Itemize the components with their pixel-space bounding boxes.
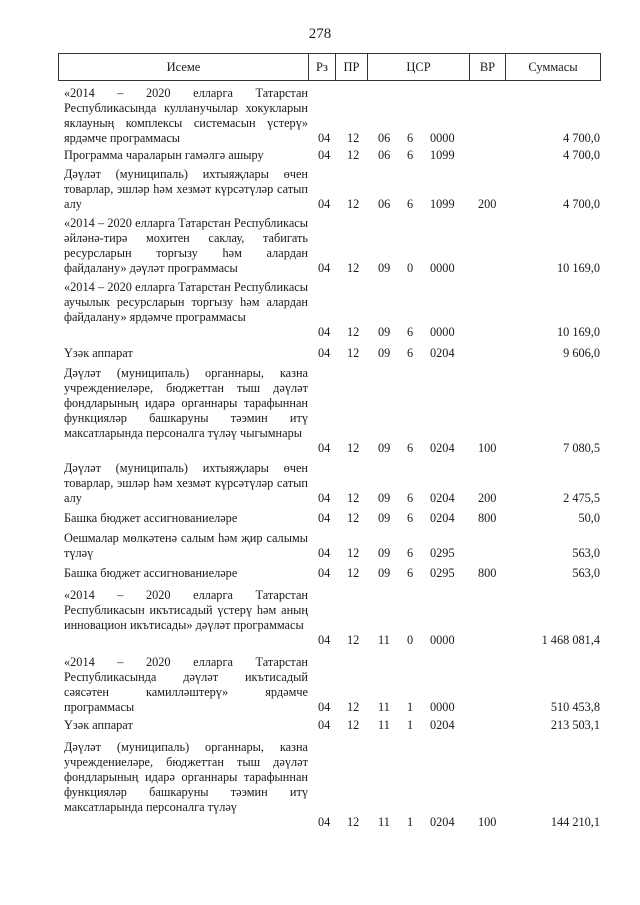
cell-sum: 510 453,8 xyxy=(550,700,600,714)
table-row xyxy=(0,588,640,648)
cell-vr: 800 xyxy=(478,566,497,580)
row-name: Үзәк аппарат xyxy=(64,346,133,360)
cell-vr: 200 xyxy=(478,491,497,505)
row-name: Үзәк аппарат xyxy=(64,718,133,732)
cell-c: 0295 xyxy=(430,566,455,580)
cell-rz: 04 xyxy=(318,718,331,732)
cell-a: 09 xyxy=(378,491,391,505)
table-row xyxy=(0,531,640,561)
cell-pr: 12 xyxy=(347,261,360,275)
cell-a: 09 xyxy=(378,566,391,580)
cell-c: 0000 xyxy=(430,261,455,275)
cell-pr: 12 xyxy=(347,491,360,505)
cell-c: 0000 xyxy=(430,131,455,145)
cell-rz: 04 xyxy=(318,491,331,505)
table-row xyxy=(0,366,640,456)
table-row xyxy=(0,461,640,506)
row-name: Дәүләт (муниципаль) ихтыяҗлары өчен товарлар, эшләр һәм хезмәт күрсәтүләр сатып алу xyxy=(64,167,308,211)
cell-a: 09 xyxy=(378,325,391,339)
table-row xyxy=(0,511,640,526)
cell-b: 6 xyxy=(407,346,414,360)
cell-pr: 12 xyxy=(347,546,360,560)
cell-a: 09 xyxy=(378,511,391,525)
cell-b: 6 xyxy=(407,566,414,580)
cell-b: 6 xyxy=(407,148,414,162)
cell-pr: 12 xyxy=(347,511,360,525)
row-name: «2014 – 2020 елларга Татарстан Республикасында кулланучылар хокукларын яклауның комплексы системасын үстерү» ярдәмче программасы xyxy=(64,86,308,145)
cell-sum: 50,0 xyxy=(578,511,600,525)
cell-rz: 04 xyxy=(318,511,331,525)
cell-sum: 563,0 xyxy=(572,566,600,580)
cell-sum: 4 700,0 xyxy=(563,131,600,145)
cell-pr: 12 xyxy=(347,131,360,145)
table-row xyxy=(0,86,640,146)
row-name: Башка бюджет ассигнованиеләре xyxy=(64,511,238,525)
cell-rz: 04 xyxy=(318,261,331,275)
cell-a: 11 xyxy=(378,815,390,829)
cell-rz: 04 xyxy=(318,566,331,580)
row-name: «2014 – 2020 елларга Татарстан Республикасы әйләнә-тирә мохитен саклау, табигать ресурсларын торгызу һәм алардан файдалану» дәүләт программасы xyxy=(64,216,308,275)
cell-pr: 12 xyxy=(347,441,360,455)
cell-a: 09 xyxy=(378,261,391,275)
cell-a: 11 xyxy=(378,700,390,714)
cell-a: 06 xyxy=(378,131,391,145)
cell-b: 6 xyxy=(407,441,414,455)
page-number: 278 xyxy=(308,26,332,42)
row-name: Программа чараларын гамәлгә ашыру xyxy=(64,148,264,162)
cell-b: 6 xyxy=(407,325,414,339)
row-name: Оешмалар мөлкәтенә салым һәм җир салымы түләү xyxy=(64,531,308,560)
cell-pr: 12 xyxy=(347,566,360,580)
cell-c: 0204 xyxy=(430,511,455,525)
cell-sum: 563,0 xyxy=(572,546,600,560)
cell-rz: 04 xyxy=(318,197,331,211)
cell-pr: 12 xyxy=(347,633,360,647)
cell-b: 6 xyxy=(407,511,414,525)
cell-rz: 04 xyxy=(318,131,331,145)
cell-rz: 04 xyxy=(318,148,331,162)
cell-pr: 12 xyxy=(347,700,360,714)
cell-b: 0 xyxy=(407,261,414,275)
row-name: Дәүләт (муниципаль) ихтыяҗлары өчен товарлар, эшләр һәм хезмәт күрсәтүләр сатып алу xyxy=(64,461,308,505)
cell-a: 11 xyxy=(378,718,390,732)
cell-pr: 12 xyxy=(347,325,360,339)
cell-rz: 04 xyxy=(318,346,331,360)
cell-a: 06 xyxy=(378,197,391,211)
cell-a: 06 xyxy=(378,148,391,162)
header-rz: Рз xyxy=(309,54,336,80)
cell-c: 0000 xyxy=(430,700,455,714)
header-csr: ЦСР xyxy=(368,54,470,80)
cell-rz: 04 xyxy=(318,700,331,714)
cell-rz: 04 xyxy=(318,441,331,455)
cell-pr: 12 xyxy=(347,346,360,360)
cell-sum: 9 606,0 xyxy=(563,346,600,360)
table-row xyxy=(0,346,640,361)
cell-pr: 12 xyxy=(347,197,360,211)
header-sum: Суммасы xyxy=(528,60,578,74)
table-row xyxy=(0,566,640,581)
cell-b: 1 xyxy=(407,718,414,732)
cell-c: 0204 xyxy=(430,718,455,732)
table-row xyxy=(0,216,640,276)
cell-c: 1099 xyxy=(430,148,455,162)
table-row xyxy=(0,718,640,733)
cell-c: 0204 xyxy=(430,815,455,829)
row-name: «2014 – 2020 елларга Татарстан Республикасында дәүләт икътисадый сәясәтен камилләштерү» ярдәмче программасы xyxy=(64,655,308,714)
cell-c: 0295 xyxy=(430,546,455,560)
row-name: Башка бюджет ассигнованиеләре xyxy=(64,566,238,580)
header-name: Исеме xyxy=(59,54,309,80)
table-row xyxy=(0,148,640,163)
row-name: Дәүләт (муниципаль) органнары, казна учреждениеләре, бюджеттан тыш дәүләт фондларының идарә органнары тарафыннан функцияләр башкаруны тәэмин итү максатларында персоналга түләү чыгымнары xyxy=(64,366,308,440)
cell-vr: 100 xyxy=(478,815,497,829)
table-row xyxy=(0,167,640,212)
cell-sum: 144 210,1 xyxy=(550,815,600,829)
cell-sum: 4 700,0 xyxy=(563,148,600,162)
cell-b: 0 xyxy=(407,633,414,647)
cell-b: 6 xyxy=(407,491,414,505)
cell-vr: 800 xyxy=(478,511,497,525)
row-name: Дәүләт (муниципаль) органнары, казна учреждениеләре, бюджеттан тыш дәүләт фондларының идарә органнары тарафыннан функцияләр башкаруны тәэмин итү максатларында персоналга түләү xyxy=(64,740,308,814)
cell-c: 0204 xyxy=(430,441,455,455)
cell-sum: 213 503,1 xyxy=(550,718,600,732)
cell-rz: 04 xyxy=(318,815,331,829)
cell-a: 09 xyxy=(378,546,391,560)
table-row xyxy=(0,655,640,715)
cell-vr: 100 xyxy=(478,441,497,455)
cell-a: 11 xyxy=(378,633,390,647)
cell-b: 1 xyxy=(407,700,414,714)
cell-a: 09 xyxy=(378,441,391,455)
cell-pr: 12 xyxy=(347,815,360,829)
table-header xyxy=(58,53,601,81)
cell-b: 6 xyxy=(407,546,414,560)
cell-rz: 04 xyxy=(318,546,331,560)
cell-sum: 10 169,0 xyxy=(556,325,600,339)
cell-sum: 2 475,5 xyxy=(563,491,600,505)
cell-c: 0000 xyxy=(430,633,455,647)
table-row xyxy=(0,740,640,830)
header-pr: ПР xyxy=(336,54,368,80)
cell-vr: 200 xyxy=(478,197,497,211)
cell-sum: 7 080,5 xyxy=(563,441,600,455)
cell-c: 0204 xyxy=(430,491,455,505)
cell-c: 0000 xyxy=(430,325,455,339)
cell-pr: 12 xyxy=(347,718,360,732)
cell-sum: 10 169,0 xyxy=(556,261,600,275)
table-row xyxy=(0,280,640,340)
cell-sum: 1 468 081,4 xyxy=(541,633,600,647)
row-name: «2014 – 2020 елларга Татарстан Республикасы аучылык ресурсларын торгызу һәм алардан файдалану» ярдәмче программасы xyxy=(64,280,308,324)
cell-b: 6 xyxy=(407,197,414,211)
cell-rz: 04 xyxy=(318,325,331,339)
cell-c: 0204 xyxy=(430,346,455,360)
cell-c: 1099 xyxy=(430,197,455,211)
cell-a: 09 xyxy=(378,346,391,360)
cell-rz: 04 xyxy=(318,633,331,647)
cell-sum: 4 700,0 xyxy=(563,197,600,211)
header-vr: ВР xyxy=(470,54,506,80)
cell-b: 6 xyxy=(407,131,414,145)
cell-pr: 12 xyxy=(347,148,360,162)
cell-b: 1 xyxy=(407,815,414,829)
row-name: «2014 – 2020 елларга Татарстан Республикасын икътисадый үстерү һәм аның инновацион икътисады» дәүләт программасы xyxy=(64,588,308,632)
